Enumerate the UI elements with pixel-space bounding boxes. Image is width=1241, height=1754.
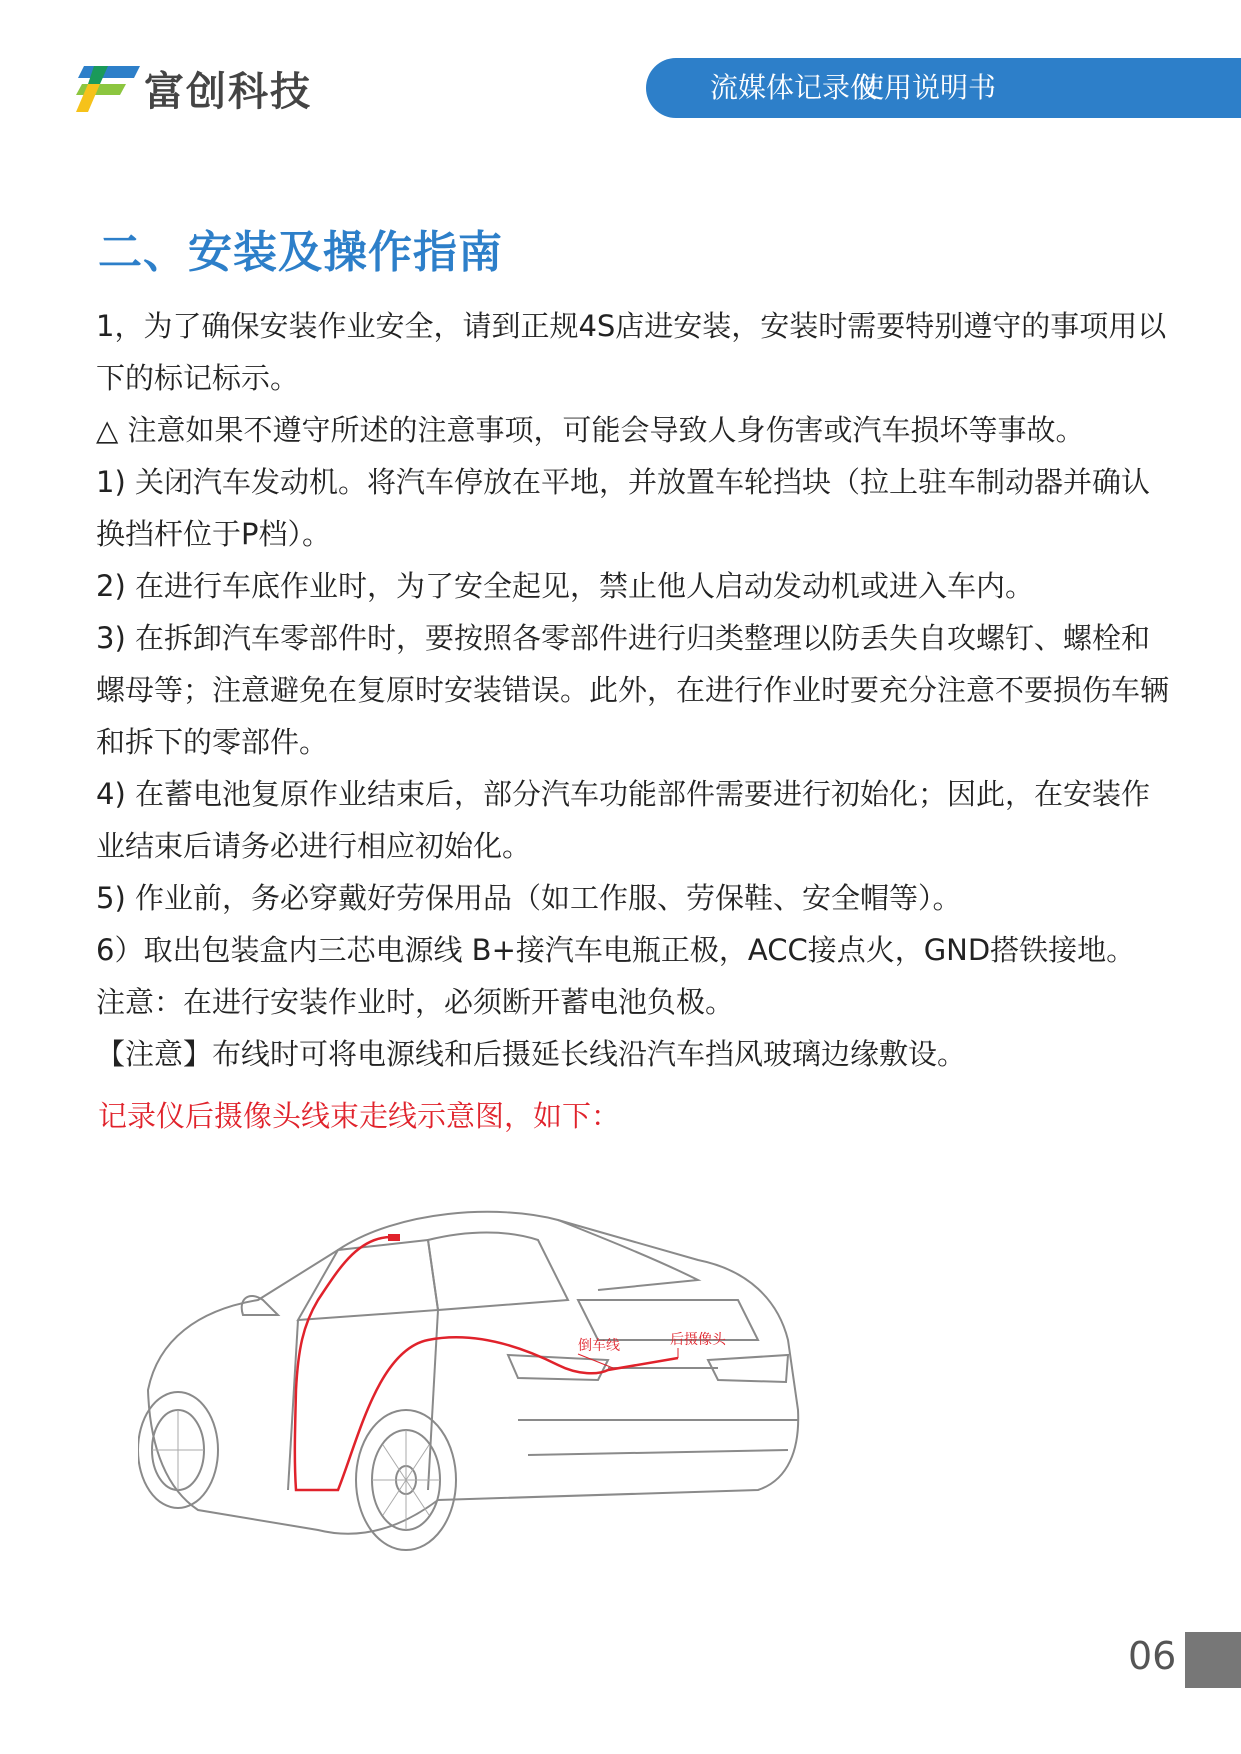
paragraph: 注意：在进行安装作业时，必须断开蓄电池负极。 [96,985,735,1019]
paragraph: 4) 在蓄电池复原作业结束后，部分汽车功能部件需要进行初始化；因此，在安装作业结束后请务必进行相应初始化。 [96,777,1150,863]
brand-name: 富创科技 [144,69,312,115]
paragraph: 【注意】布线时可将电源线和后摄延长线沿汽车挡风玻璃边缘敷设。 [96,1037,967,1071]
paragraph: 2) 在进行车底作业时，为了安全起见，禁止他人启动发动机或进入车内。 [96,569,1034,603]
paragraph: 3) 在拆卸汽车零部件时，要按照各零部件进行归类整理以防丢失自攻螺钉、螺栓和螺母等；注意避免在复原时安装错误。此外，在进行作业时要充分注意不要损伤车辆和拆下的零部件。 [96,621,1170,759]
label-reverse-wire: 倒车线 [578,1338,620,1354]
header-product: 流媒体记录仪 [710,71,879,104]
page-number: 06 [1128,1634,1177,1678]
paragraph: 6）取出包装盒内三芯电源线 B+接汽车电瓶正极，ACC接点火，GND搭铁接地。 [96,933,1136,967]
car-wiring-diagram [138,1190,898,1570]
paragraph: 1) 关闭汽车发动机。将汽车停放在平地，并放置车轮挡块（拉上驻车制动器并确认换挡杆位于P档）。 [96,465,1150,551]
figure-caption: 记录仪后摄像头线束走线示意图，如下： [98,1099,621,1133]
instruction-body [96,300,1176,1080]
paragraph: 5) 作业前，务必穿戴好劳保用品（如工作服、劳保鞋、安全帽等）。 [96,881,962,915]
header-doc-type: 使用说明书 [856,71,997,104]
paragraph: △ 注意如果不遵守所述的注意事项，可能会导致人身伤害或汽车损坏等事故。 [96,413,1085,447]
label-rear-camera: 后摄像头 [670,1332,726,1348]
brand-logo-icon [74,62,144,114]
section-title: 二、安装及操作指南 [98,227,503,278]
paragraph: 1，为了确保安装作业安全，请到正规4S店进安装，安装时需要特别遵守的事项用以下的标记标示。 [96,309,1167,395]
header-banner [646,58,1241,118]
page-number-block [1185,1632,1241,1688]
